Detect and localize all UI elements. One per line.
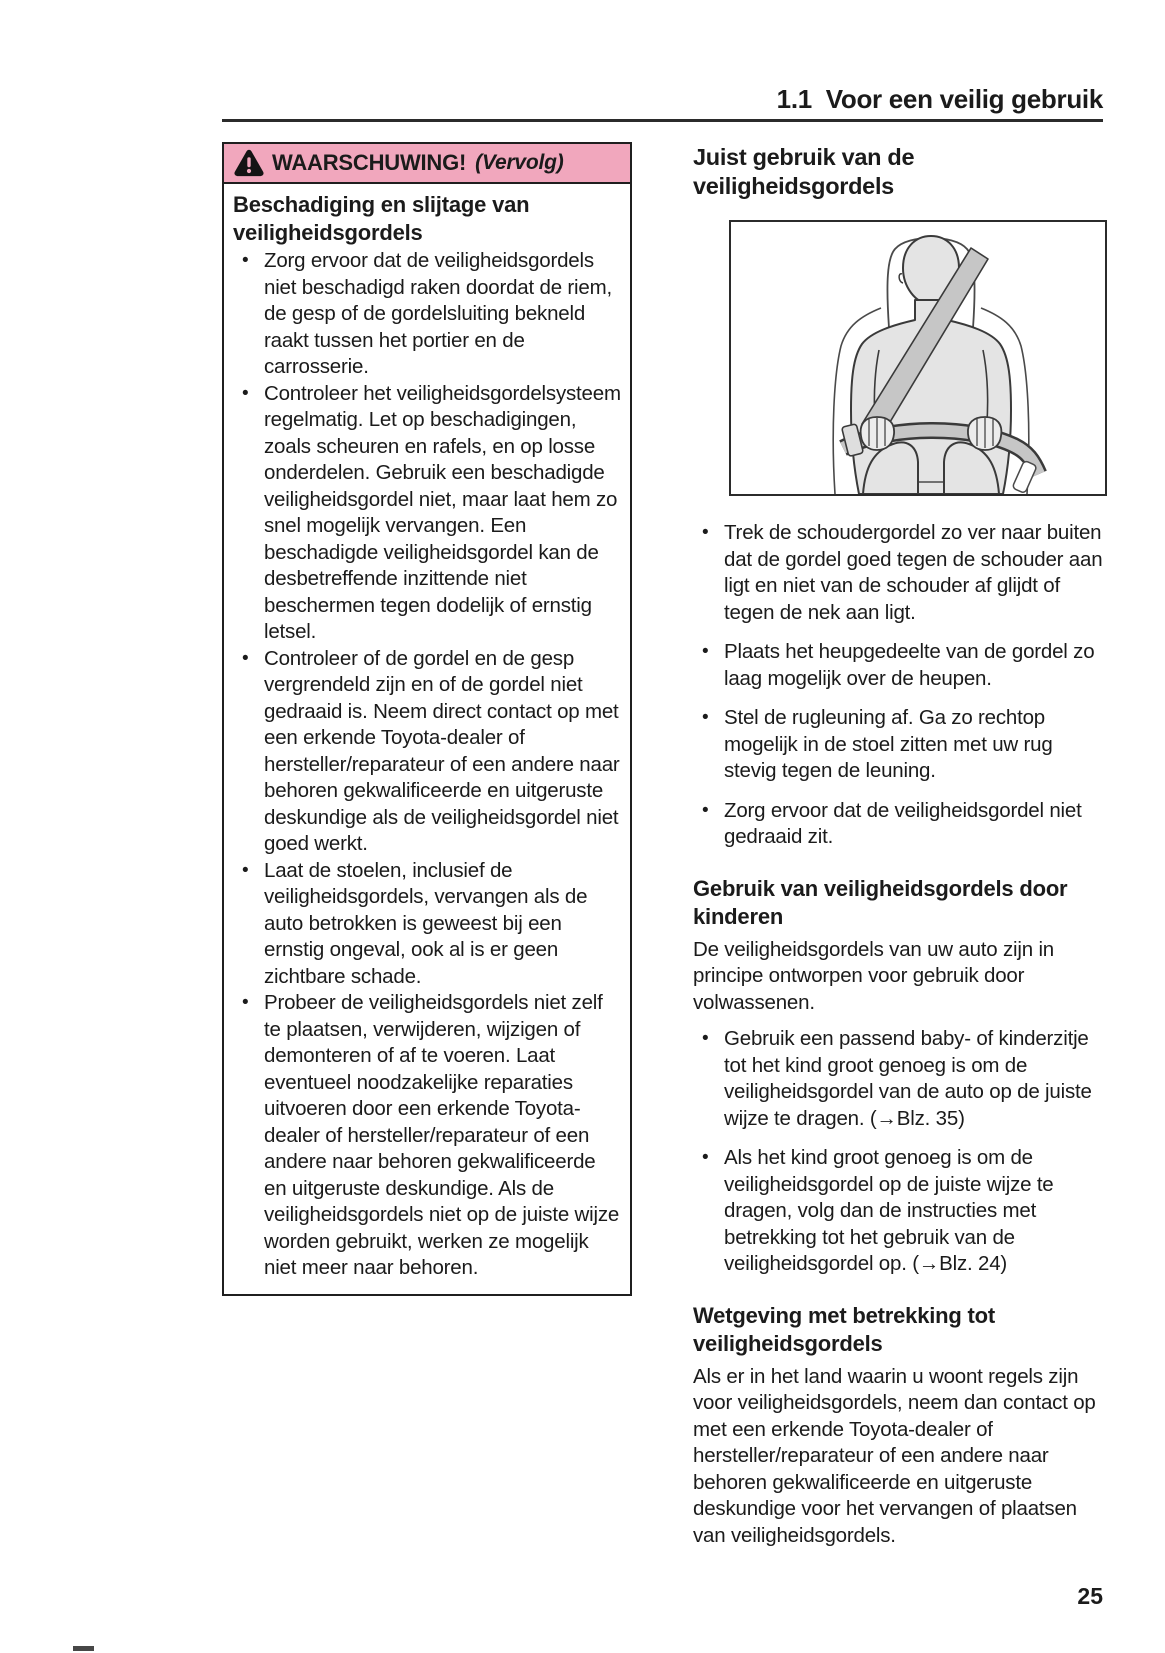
- warning-subheading: Beschadiging en slijtage van veiligheidsgordels: [233, 192, 530, 245]
- belt-usage-bullet: • Trek de schoudergordel zo ver naar buiten dat de gordel goed tegen de schouder aan ligt en niet van de schouder af glijdt of tegen de nek aan ligt.: [693, 520, 1103, 626]
- page-number: 25: [1077, 1583, 1103, 1609]
- belt-usage-bullet-list: [693, 520, 1103, 851]
- belt-usage-bullet: • Zorg ervoor dat de veiligheidsgordel niet gedraaid zit.: [693, 798, 1103, 851]
- section-header: 1.1 Voor een veilig gebruik: [776, 84, 1103, 114]
- law-section-heading: Wetgeving met betrekking tot veiligheidsgordels: [693, 1302, 996, 1356]
- page-header: [222, 84, 1103, 122]
- warning-bullet: • Controleer het veiligheidsgordelsysteem regelmatig. Let op beschadigingen, zoals scheuren en rafels, en op losse onderdelen. Gebruik een beschadigde veiligheidsgordel niet, maar laat hem zo snel mogelijk vervangen. Een beschadigde veiligheidsgordel kan de desbetreffende inzittende niet beschermen tegen dodelijk of ernstig letsel.: [233, 381, 621, 646]
- right-column: [693, 142, 1103, 1559]
- warning-title-suffix: (Vervolg): [475, 151, 564, 174]
- seatbelt-illustration: [729, 220, 1107, 496]
- page-content: [222, 142, 1103, 1559]
- children-section-heading: Gebruik van veiligheidsgordels door kinderen: [693, 875, 1068, 929]
- warning-bullet: • Zorg ervoor dat de veiligheidsgordels niet beschadigd raken doordat de riem, de gesp of de gordelsluiting bekneld raakt tussen het portier en de carrosserie.: [233, 248, 621, 381]
- warning-title: WAARSCHUWING!: [272, 150, 467, 175]
- warning-box: [222, 142, 632, 1296]
- belt-usage-bullet: • Stel de rugleuning af. Ga zo rechtop mogelijk in de stoel zitten met uw rug stevig tegen de leuning.: [693, 705, 1103, 785]
- right-column-heading: Juist gebruik van de veiligheidsgordels: [693, 144, 915, 199]
- warning-box-header: [224, 144, 630, 184]
- children-bullet: • Als het kind groot genoeg is om de veiligheidsgordel op de juiste wijze te dragen, volg dan de instructies met betrekking tot het gebruik van de veiligheidsgordel op. (→Blz. 24): [693, 1145, 1103, 1278]
- warning-bullet: • Probeer de veiligheidsgordels niet zelf te plaatsen, verwijderen, wijzigen of demonteren of af te voeren. Laat eventueel noodzakelijke reparaties uitvoeren door een erkende Toyota-dealer of hersteller/reparateur of een andere naar behoren gekwalificeerde en uitgeruste deskundige. Als de veiligheidsgordels niet op de juiste wijze worden gebruikt, werken ze mogelijk niet meer naar behoren.: [233, 990, 621, 1282]
- law-section-body: Als er in het land waarin u woont regels zijn voor veiligheidsgordels, neem dan contact op met een erkende Toyota-dealer of hersteller/reparateur of een andere naar behoren gekwalificeerde en uitgeruste deskundige voor het vervangen of plaatsen van veiligheidsgordels.: [693, 1364, 1096, 1547]
- children-bullet: • Gebruik een passend baby- of kinderzitje tot het kind groot genoeg is om de veiligheidsgordel van de auto op de juiste wijze te dragen. (→Blz. 35): [693, 1026, 1103, 1132]
- crop-mark: [73, 1646, 94, 1651]
- warning-bullet-list: [233, 248, 621, 1282]
- children-bullet-list: [693, 1026, 1103, 1278]
- belt-usage-bullet: • Plaats het heupgedeelte van de gordel zo laag mogelijk over de heupen.: [693, 639, 1103, 692]
- warning-triangle-icon: [234, 149, 264, 177]
- warning-bullet: • Laat de stoelen, inclusief de veiligheidsgordels, vervangen als de auto betrokken is geweest bij een ernstig ongeval, ook al is er geen zichtbare schade.: [233, 858, 621, 991]
- warning-bullet: • Controleer of de gordel en de gesp vergrendeld zijn en of de gordel niet gedraaid is. Neem direct contact op met een erkende Toyota-dealer of hersteller/reparateur of een andere naar behoren gekwalificeerde en uitgeruste deskundige als de veiligheidsgordel niet goed werkt.: [233, 646, 621, 858]
- warning-box-body: [224, 184, 630, 1294]
- left-column: [222, 142, 632, 1559]
- children-section-intro: De veiligheidsgordels van uw auto zijn in principe ontworpen voor gebruik door volwassenen.: [693, 937, 1055, 1014]
- header-rule: [222, 119, 1103, 122]
